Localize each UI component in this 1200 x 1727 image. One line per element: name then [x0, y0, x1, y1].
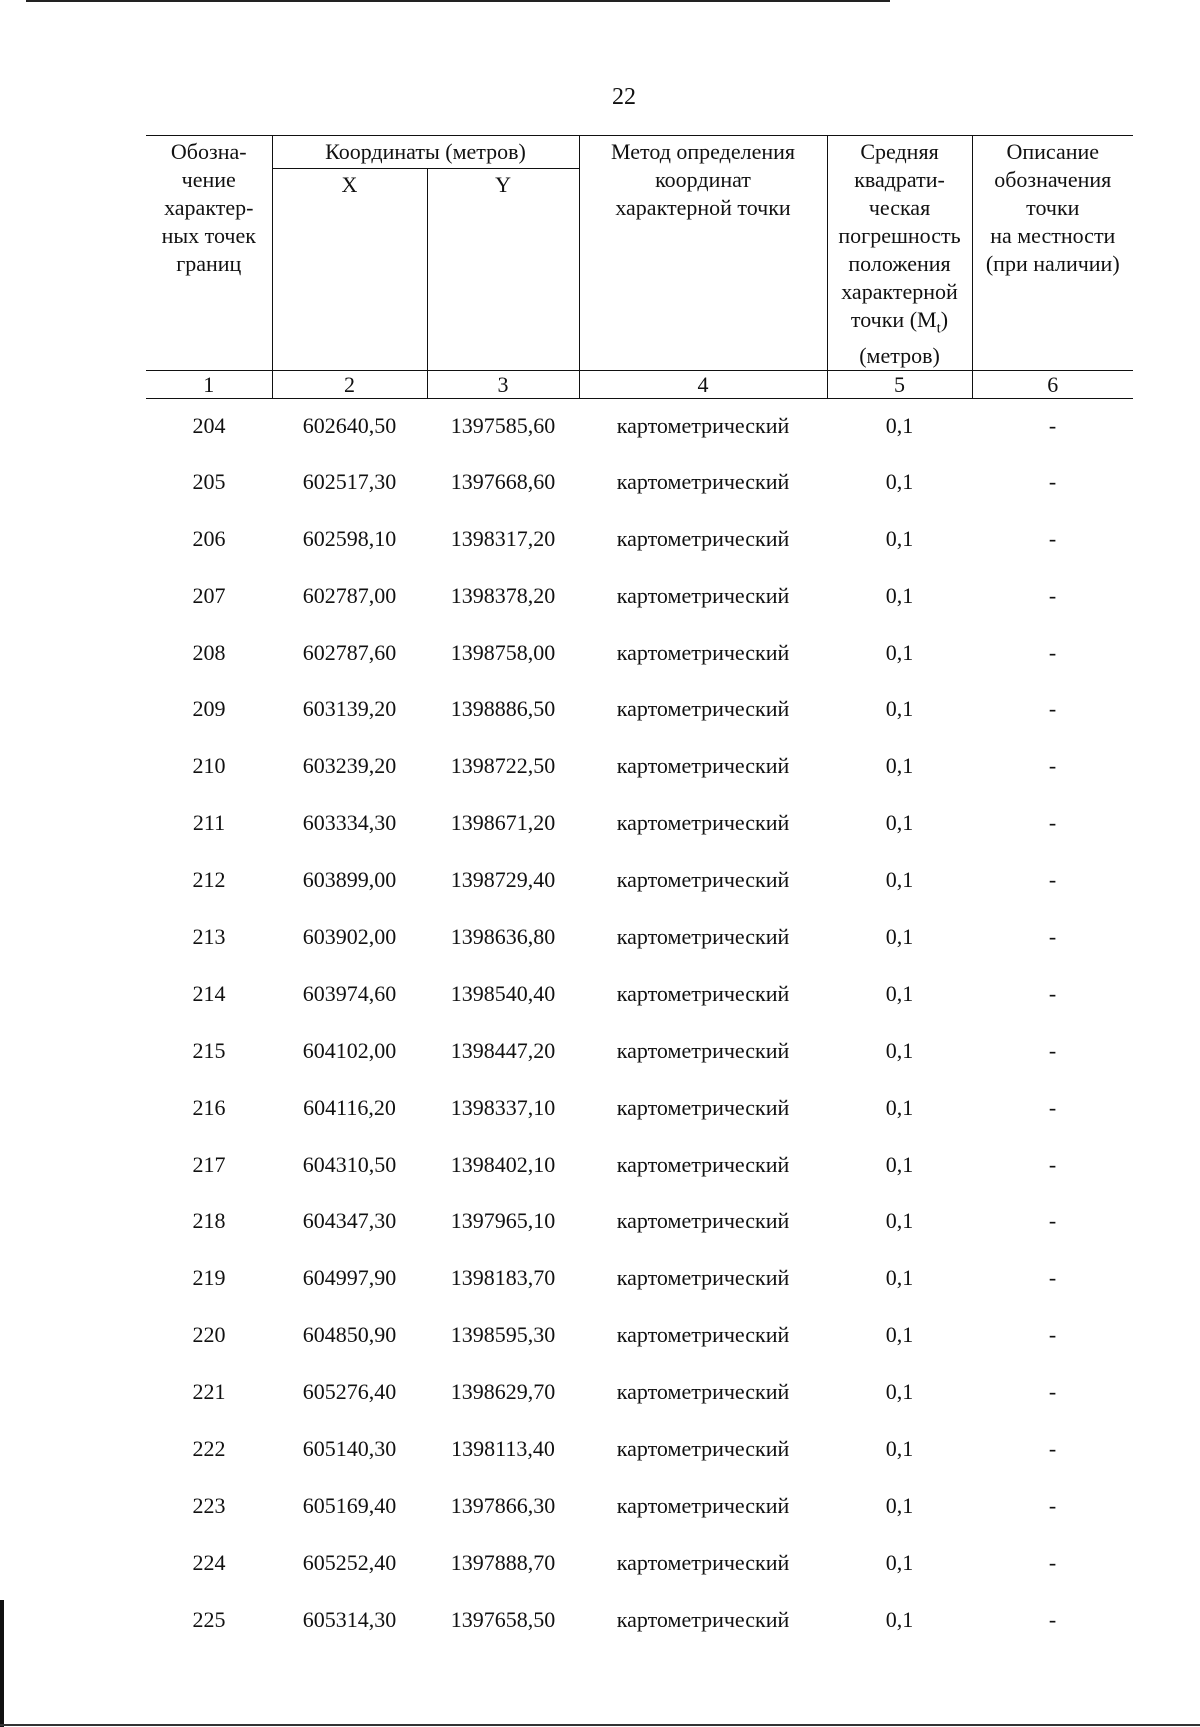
header-y: Y: [427, 169, 579, 371]
header-line: обозначения: [994, 167, 1112, 192]
header-method: [579, 136, 827, 371]
cell-method: картометрический: [616, 1094, 790, 1120]
cell-y: 1398317,20: [450, 525, 556, 551]
cell-method: картометрический: [616, 867, 790, 893]
header-line: квадрати-: [854, 167, 945, 192]
cell-y: 1398113,40: [451, 1435, 555, 1461]
cell-point-id: 205: [192, 468, 226, 494]
column-number: 3: [427, 371, 579, 399]
cell-description: -: [1048, 1549, 1057, 1575]
table-row: [146, 1022, 1133, 1079]
cell-method: картометрический: [616, 1265, 790, 1291]
cell-error: 0,1: [885, 867, 914, 893]
cell-point-id: 210: [192, 753, 226, 779]
cell-y: 1398378,20: [450, 582, 556, 608]
cell-method: картометрический: [616, 980, 790, 1006]
cell-x: 602787,00: [302, 582, 397, 608]
column-number: 4: [579, 371, 827, 399]
scan-top-edge: [26, 0, 890, 2]
cell-x: 605169,40: [302, 1492, 397, 1518]
cell-point-id: 219: [192, 1265, 226, 1291]
cell-x: 604850,90: [302, 1322, 397, 1348]
cell-x: 605314,30: [302, 1606, 397, 1632]
cell-error: 0,1: [885, 923, 914, 949]
header-mt-text: точки (M: [850, 307, 937, 332]
table-row: [146, 1136, 1133, 1193]
cell-method: картометрический: [616, 1606, 790, 1632]
cell-method: картометрический: [616, 639, 790, 665]
cell-point-id: 208: [192, 639, 226, 665]
table-row: [146, 1477, 1133, 1534]
cell-x: 603974,60: [302, 980, 397, 1006]
header-line: Метод определения: [610, 139, 796, 164]
cell-point-id: 209: [192, 696, 226, 722]
cell-method: картометрический: [616, 413, 790, 439]
cell-method: картометрический: [616, 582, 790, 608]
table-row: [146, 510, 1133, 567]
cell-y: 1398729,40: [450, 867, 556, 893]
header-line: Средняя: [860, 139, 939, 164]
header-line: границ: [176, 251, 242, 276]
cell-description: -: [1048, 753, 1057, 779]
cell-description: -: [1048, 1435, 1057, 1461]
cell-x: 603139,20: [302, 696, 397, 722]
column-number: 2: [272, 371, 427, 399]
cell-y: 1398183,70: [450, 1265, 556, 1291]
header-line: чение: [181, 167, 236, 192]
cell-error: 0,1: [885, 696, 914, 722]
header-line: Обозна-: [170, 139, 247, 164]
cell-description: -: [1048, 525, 1057, 551]
cell-x: 605140,30: [302, 1435, 397, 1461]
cell-y: 1398758,00: [450, 639, 556, 665]
cell-point-id: 216: [192, 1094, 226, 1120]
header-line: (метров): [859, 343, 940, 369]
cell-error: 0,1: [885, 468, 914, 494]
cell-description: -: [1048, 810, 1057, 836]
cell-error: 0,1: [885, 582, 914, 608]
cell-x: 603902,00: [302, 923, 397, 949]
page-number: 22: [612, 84, 636, 110]
header-line: погрешность: [838, 223, 961, 248]
cell-description: -: [1048, 1151, 1057, 1177]
cell-method: картометрический: [616, 1492, 790, 1518]
table-row: [146, 1591, 1133, 1648]
cell-description: -: [1048, 639, 1057, 665]
cell-y: 1397965,10: [450, 1208, 556, 1234]
header-line: характер-: [164, 195, 254, 220]
scan-bottom-edge: [0, 1724, 1200, 1726]
cell-point-id: 220: [192, 1322, 226, 1348]
cell-method: картометрический: [616, 1037, 790, 1063]
cell-point-id: 206: [192, 525, 226, 551]
cell-method: картометрический: [616, 1208, 790, 1234]
cell-y: 1398402,10: [450, 1151, 556, 1177]
cell-error: 0,1: [885, 753, 914, 779]
column-number: 1: [146, 371, 272, 399]
cell-point-id: 207: [192, 582, 226, 608]
cell-method: картометрический: [616, 468, 790, 494]
cell-y: 1397866,30: [450, 1492, 556, 1518]
cell-point-id: 225: [192, 1606, 226, 1632]
table-row: [146, 795, 1133, 852]
header-line: Описание: [1006, 139, 1100, 164]
cell-x: 602598,10: [302, 525, 397, 551]
table-row: [146, 681, 1133, 738]
header-line: точки: [1026, 195, 1080, 220]
cell-description: -: [1048, 1606, 1057, 1632]
header-mean-square-error: [827, 136, 972, 371]
cell-y: 1398540,40: [450, 980, 556, 1006]
cell-point-id: 223: [192, 1492, 226, 1518]
cell-y: 1398447,20: [450, 1037, 556, 1063]
table-row: [146, 1250, 1133, 1307]
cell-x: 604997,90: [302, 1265, 397, 1291]
column-number-row: [146, 371, 1133, 399]
cell-y: 1397668,60: [450, 468, 556, 494]
header-line-mt: [830, 306, 970, 342]
table-row: [146, 1534, 1133, 1591]
cell-x: 603239,20: [302, 753, 397, 779]
cell-method: картометрический: [616, 1322, 790, 1348]
cell-x: 602517,30: [302, 468, 397, 494]
table-body: [146, 399, 1133, 1648]
header-line: (при наличии): [985, 251, 1120, 276]
cell-y: 1398629,70: [450, 1379, 556, 1405]
header-point-designation: [146, 136, 272, 371]
cell-description: -: [1048, 1379, 1057, 1405]
cell-x: 604310,50: [302, 1151, 397, 1177]
cell-error: 0,1: [885, 1549, 914, 1575]
header-line: характерной: [841, 279, 958, 304]
table-row: [146, 1079, 1133, 1136]
header-description: [972, 136, 1133, 371]
header-line: положения: [848, 251, 951, 276]
cell-point-id: 215: [192, 1037, 226, 1063]
cell-point-id: 211: [192, 810, 226, 836]
cell-error: 0,1: [885, 1151, 914, 1177]
cell-x: 604347,30: [302, 1208, 397, 1234]
cell-error: 0,1: [885, 525, 914, 551]
header-mt-close: ): [940, 307, 949, 332]
cell-y: 1398722,50: [450, 753, 556, 779]
cell-description: -: [1048, 413, 1057, 439]
table-row: [146, 1193, 1133, 1250]
cell-description: -: [1048, 1094, 1057, 1120]
cell-error: 0,1: [885, 1435, 914, 1461]
cell-y: 1397658,50: [450, 1606, 556, 1632]
cell-description: -: [1048, 923, 1057, 949]
table-row: [146, 965, 1133, 1022]
cell-error: 0,1: [885, 810, 914, 836]
table-row: [146, 567, 1133, 624]
cell-point-id: 222: [192, 1435, 226, 1461]
cell-y: 1398886,50: [450, 696, 556, 722]
cell-point-id: 224: [192, 1549, 226, 1575]
cell-y: 1398671,20: [450, 810, 556, 836]
cell-method: картометрический: [616, 923, 790, 949]
table-row: [146, 624, 1133, 681]
cell-y: 1398595,30: [450, 1322, 556, 1348]
cell-point-id: 204: [192, 413, 226, 439]
table-row: [146, 738, 1133, 795]
header-mt-subscript: t: [936, 320, 941, 337]
cell-x: 603334,30: [302, 810, 397, 836]
cell-description: -: [1048, 696, 1057, 722]
cell-x: 604116,20: [303, 1094, 396, 1120]
cell-method: картометрический: [616, 1379, 790, 1405]
cell-error: 0,1: [885, 980, 914, 1006]
cell-error: 0,1: [885, 1322, 914, 1348]
header-x: X: [272, 169, 427, 371]
cell-error: 0,1: [885, 413, 914, 439]
table-row: [146, 1364, 1133, 1421]
cell-description: -: [1048, 1492, 1057, 1518]
header-line: ческая: [868, 195, 931, 220]
cell-description: -: [1048, 468, 1057, 494]
cell-y: 1398636,80: [450, 923, 556, 949]
header-line: ных точек: [161, 223, 256, 248]
cell-x: 602640,50: [302, 413, 397, 439]
cell-error: 0,1: [885, 1379, 914, 1405]
cell-y: 1398337,10: [450, 1094, 556, 1120]
cell-point-id: 221: [192, 1379, 226, 1405]
cell-x: 604102,00: [302, 1037, 397, 1063]
cell-point-id: 217: [192, 1151, 226, 1177]
cell-y: 1397888,70: [450, 1549, 556, 1575]
cell-method: картометрический: [616, 1435, 790, 1461]
cell-description: -: [1048, 1037, 1057, 1063]
cell-error: 0,1: [885, 1606, 914, 1632]
cell-point-id: 214: [192, 980, 226, 1006]
header-line: координат: [655, 167, 751, 192]
table-row: [146, 909, 1133, 966]
header-line: характерной точки: [615, 195, 791, 220]
table-row: [146, 453, 1133, 510]
cell-method: картометрический: [616, 1151, 790, 1177]
cell-method: картометрический: [616, 525, 790, 551]
cell-method: картометрический: [616, 1549, 790, 1575]
cell-description: -: [1048, 980, 1057, 1006]
cell-description: -: [1048, 1208, 1057, 1234]
cell-error: 0,1: [885, 1492, 914, 1518]
cell-point-id: 218: [192, 1208, 226, 1234]
cell-description: -: [1048, 1322, 1057, 1348]
cell-x: 605276,40: [302, 1379, 397, 1405]
table-row: [146, 1307, 1133, 1364]
cell-x: 602787,60: [302, 639, 397, 665]
table-row: [146, 852, 1133, 909]
scan-left-edge: [0, 1600, 4, 1727]
cell-description: -: [1048, 1265, 1057, 1291]
cell-x: 605252,40: [302, 1549, 397, 1575]
cell-y: 1397585,60: [450, 413, 556, 439]
cell-error: 0,1: [885, 639, 914, 665]
cell-method: картометрический: [616, 753, 790, 779]
coordinates-table: [146, 135, 1133, 1648]
cell-method: картометрический: [616, 810, 790, 836]
header-coordinates-group: Координаты (метров): [272, 136, 579, 169]
cell-description: -: [1048, 867, 1057, 893]
cell-point-id: 212: [192, 867, 226, 893]
cell-point-id: 213: [192, 923, 226, 949]
column-number: 5: [827, 371, 972, 399]
cell-error: 0,1: [885, 1094, 914, 1120]
cell-method: картометрический: [616, 696, 790, 722]
header-line: на местности: [990, 223, 1116, 248]
table-row: [146, 399, 1133, 454]
table-row: [146, 1421, 1133, 1478]
cell-error: 0,1: [885, 1265, 914, 1291]
column-number: 6: [972, 371, 1133, 399]
cell-description: -: [1048, 582, 1057, 608]
cell-error: 0,1: [885, 1037, 914, 1063]
cell-error: 0,1: [885, 1208, 914, 1234]
cell-x: 603899,00: [302, 867, 397, 893]
